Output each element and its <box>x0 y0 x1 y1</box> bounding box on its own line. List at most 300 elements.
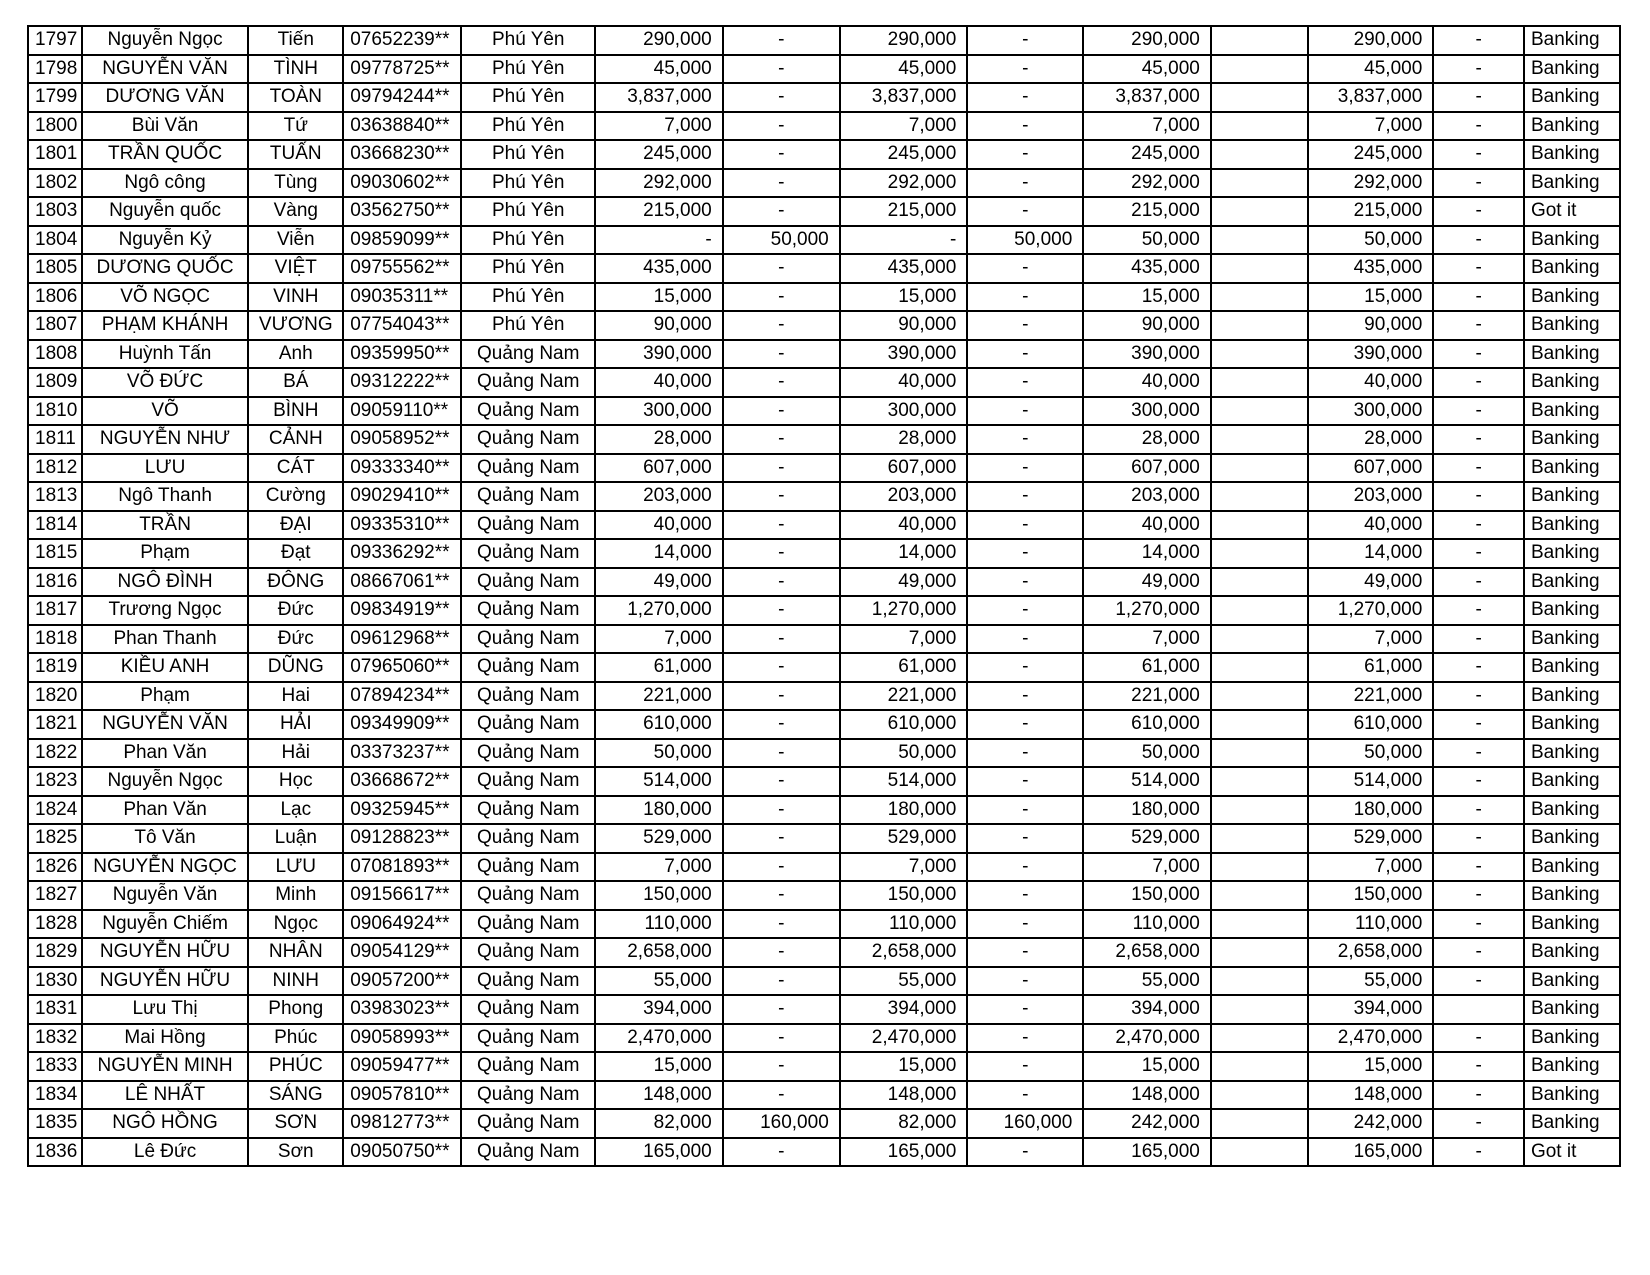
first-name-cell: BÌNH <box>248 397 343 426</box>
row-number-cell: 1819 <box>28 653 82 682</box>
row-number-cell: 1835 <box>28 1109 82 1138</box>
amount-5-cell: 45,000 <box>1083 55 1211 84</box>
amount-7-cell: 394,000 <box>1308 995 1433 1024</box>
first-name-cell: TOÀN <box>248 83 343 112</box>
amount-1-cell: 110,000 <box>595 910 723 939</box>
amount-5-cell: 290,000 <box>1083 26 1211 55</box>
province-cell: Quảng Nam <box>461 1052 595 1081</box>
last-name-cell: Nguyễn Ngọc <box>82 767 249 796</box>
payment-method-cell: Banking <box>1524 710 1620 739</box>
amount-1-cell: 82,000 <box>595 1109 723 1138</box>
row-number-cell: 1834 <box>28 1081 82 1110</box>
province-cell: Quảng Nam <box>461 1109 595 1138</box>
province-cell: Quảng Nam <box>461 368 595 397</box>
amount-5-cell: 390,000 <box>1083 340 1211 369</box>
table-row <box>28 568 1620 597</box>
amount-8-cell: - <box>1433 397 1524 426</box>
payment-method-cell: Banking <box>1524 169 1620 198</box>
amount-3-cell: 3,837,000 <box>840 83 968 112</box>
amount-5-cell: 110,000 <box>1083 910 1211 939</box>
row-number-cell: 1802 <box>28 169 82 198</box>
first-name-cell: Vàng <box>248 197 343 226</box>
table-row <box>28 653 1620 682</box>
first-name-cell: Hai <box>248 682 343 711</box>
amount-4-cell: - <box>967 653 1083 682</box>
last-name-cell: Ngô công <box>82 169 249 198</box>
first-name-cell: SÁNG <box>248 1081 343 1110</box>
row-number-cell: 1829 <box>28 938 82 967</box>
amount-4-cell: - <box>967 482 1083 511</box>
amount-7-cell: 607,000 <box>1308 454 1433 483</box>
first-name-cell: Đức <box>248 625 343 654</box>
amount-7-cell: 203,000 <box>1308 482 1433 511</box>
table-row <box>28 254 1620 283</box>
amount-6-cell <box>1211 682 1308 711</box>
amount-4-cell: - <box>967 1024 1083 1053</box>
amount-3-cell: 7,000 <box>840 853 968 882</box>
amount-1-cell: 7,000 <box>595 853 723 882</box>
amount-3-cell: 110,000 <box>840 910 968 939</box>
amount-7-cell: 3,837,000 <box>1308 83 1433 112</box>
amount-8-cell: - <box>1433 283 1524 312</box>
amount-1-cell: 165,000 <box>595 1138 723 1167</box>
table-row <box>28 796 1620 825</box>
amount-3-cell: 50,000 <box>840 739 968 768</box>
amount-6-cell <box>1211 55 1308 84</box>
amount-6-cell <box>1211 1081 1308 1110</box>
phone-cell: 09859099** <box>343 226 461 255</box>
last-name-cell: NGUYỄN HỮU <box>82 967 249 996</box>
amount-2-cell: - <box>723 511 840 540</box>
amount-5-cell: 529,000 <box>1083 824 1211 853</box>
amount-1-cell: 514,000 <box>595 767 723 796</box>
amount-8-cell: - <box>1433 767 1524 796</box>
phone-cell: 09325945** <box>343 796 461 825</box>
first-name-cell: Anh <box>248 340 343 369</box>
province-cell: Quảng Nam <box>461 625 595 654</box>
amount-5-cell: 394,000 <box>1083 995 1211 1024</box>
phone-cell: 09029410** <box>343 482 461 511</box>
amount-4-cell: - <box>967 739 1083 768</box>
amount-2-cell: - <box>723 83 840 112</box>
row-number-cell: 1821 <box>28 710 82 739</box>
province-cell: Quảng Nam <box>461 796 595 825</box>
first-name-cell: TUẤN <box>248 140 343 169</box>
amount-4-cell: 50,000 <box>967 226 1083 255</box>
phone-cell: 09156617** <box>343 881 461 910</box>
amount-7-cell: 165,000 <box>1308 1138 1433 1167</box>
amount-2-cell: - <box>723 425 840 454</box>
table-row <box>28 967 1620 996</box>
row-number-cell: 1798 <box>28 55 82 84</box>
table-row <box>28 311 1620 340</box>
phone-cell: 07965060** <box>343 653 461 682</box>
amount-7-cell: 28,000 <box>1308 425 1433 454</box>
payment-method-cell: Got it <box>1524 1138 1620 1167</box>
amount-1-cell: 300,000 <box>595 397 723 426</box>
phone-cell: 09336292** <box>343 539 461 568</box>
first-name-cell: Đạt <box>248 539 343 568</box>
amount-8-cell: - <box>1433 682 1524 711</box>
amount-5-cell: 300,000 <box>1083 397 1211 426</box>
phone-cell: 09058952** <box>343 425 461 454</box>
first-name-cell: Cường <box>248 482 343 511</box>
first-name-cell: Phúc <box>248 1024 343 1053</box>
table-row <box>28 340 1620 369</box>
amount-1-cell: 28,000 <box>595 425 723 454</box>
row-number-cell: 1803 <box>28 197 82 226</box>
payment-method-cell: Banking <box>1524 796 1620 825</box>
table-row <box>28 710 1620 739</box>
row-number-cell: 1806 <box>28 283 82 312</box>
amount-2-cell: - <box>723 653 840 682</box>
payment-method-cell: Banking <box>1524 739 1620 768</box>
amount-3-cell: 7,000 <box>840 625 968 654</box>
first-name-cell: Sơn <box>248 1138 343 1167</box>
amount-2-cell: - <box>723 710 840 739</box>
amount-2-cell: - <box>723 169 840 198</box>
province-cell: Quảng Nam <box>461 425 595 454</box>
amount-2-cell: - <box>723 112 840 141</box>
amount-1-cell: 61,000 <box>595 653 723 682</box>
amount-4-cell: - <box>967 454 1083 483</box>
phone-cell: 09794244** <box>343 83 461 112</box>
amount-2-cell: - <box>723 796 840 825</box>
table-row <box>28 425 1620 454</box>
last-name-cell: LÊ NHẤT <box>82 1081 249 1110</box>
last-name-cell: VÕ ĐỨC <box>82 368 249 397</box>
first-name-cell: PHÚC <box>248 1052 343 1081</box>
amount-8-cell: - <box>1433 568 1524 597</box>
amount-2-cell: - <box>723 995 840 1024</box>
amount-7-cell: 148,000 <box>1308 1081 1433 1110</box>
amount-2-cell: - <box>723 482 840 511</box>
table-row <box>28 739 1620 768</box>
first-name-cell: Học <box>248 767 343 796</box>
payment-method-cell: Banking <box>1524 368 1620 397</box>
amount-4-cell: - <box>967 824 1083 853</box>
amount-7-cell: 15,000 <box>1308 283 1433 312</box>
amount-8-cell: - <box>1433 425 1524 454</box>
amount-5-cell: 242,000 <box>1083 1109 1211 1138</box>
amount-6-cell <box>1211 368 1308 397</box>
amount-3-cell: 49,000 <box>840 568 968 597</box>
amount-6-cell <box>1211 568 1308 597</box>
payment-method-cell: Banking <box>1524 311 1620 340</box>
amount-5-cell: 150,000 <box>1083 881 1211 910</box>
payment-method-cell: Banking <box>1524 397 1620 426</box>
table-row <box>28 824 1620 853</box>
amount-4-cell: - <box>967 853 1083 882</box>
amount-4-cell: - <box>967 596 1083 625</box>
amount-4-cell: - <box>967 796 1083 825</box>
row-number-cell: 1813 <box>28 482 82 511</box>
table-row <box>28 767 1620 796</box>
amount-7-cell: 150,000 <box>1308 881 1433 910</box>
last-name-cell: Nguyễn Ngọc <box>82 26 249 55</box>
amount-5-cell: 2,658,000 <box>1083 938 1211 967</box>
phone-cell: 09812773** <box>343 1109 461 1138</box>
amount-7-cell: 300,000 <box>1308 397 1433 426</box>
amount-1-cell: 14,000 <box>595 539 723 568</box>
amount-3-cell: 514,000 <box>840 767 968 796</box>
payment-method-cell: Banking <box>1524 340 1620 369</box>
amount-8-cell: - <box>1433 967 1524 996</box>
amount-3-cell: 1,270,000 <box>840 596 968 625</box>
last-name-cell: TRẦN QUỐC <box>82 140 249 169</box>
amount-4-cell: - <box>967 397 1083 426</box>
amount-2-cell: - <box>723 824 840 853</box>
amount-2-cell: - <box>723 1024 840 1053</box>
amount-7-cell: 40,000 <box>1308 511 1433 540</box>
amount-5-cell: 61,000 <box>1083 653 1211 682</box>
row-number-cell: 1809 <box>28 368 82 397</box>
amount-5-cell: 1,270,000 <box>1083 596 1211 625</box>
province-cell: Quảng Nam <box>461 482 595 511</box>
province-cell: Quảng Nam <box>461 938 595 967</box>
amount-3-cell: 40,000 <box>840 368 968 397</box>
amount-6-cell <box>1211 26 1308 55</box>
row-number-cell: 1815 <box>28 539 82 568</box>
payment-method-cell: Banking <box>1524 938 1620 967</box>
amount-4-cell: - <box>967 1081 1083 1110</box>
amount-3-cell: 14,000 <box>840 539 968 568</box>
amount-8-cell: - <box>1433 340 1524 369</box>
amount-6-cell <box>1211 995 1308 1024</box>
province-cell: Quảng Nam <box>461 739 595 768</box>
table-row <box>28 1138 1620 1167</box>
amount-6-cell <box>1211 625 1308 654</box>
amount-5-cell: 292,000 <box>1083 169 1211 198</box>
row-number-cell: 1817 <box>28 596 82 625</box>
amount-4-cell: - <box>967 425 1083 454</box>
payment-method-cell: Banking <box>1524 425 1620 454</box>
amount-3-cell: 2,470,000 <box>840 1024 968 1053</box>
payment-method-cell: Got it <box>1524 197 1620 226</box>
last-name-cell: TRẦN <box>82 511 249 540</box>
amount-5-cell: 14,000 <box>1083 539 1211 568</box>
amount-4-cell: - <box>967 340 1083 369</box>
province-cell: Quảng Nam <box>461 1081 595 1110</box>
row-number-cell: 1808 <box>28 340 82 369</box>
amount-3-cell: 82,000 <box>840 1109 968 1138</box>
province-cell: Phú Yên <box>461 169 595 198</box>
province-cell: Quảng Nam <box>461 596 595 625</box>
amount-4-cell: - <box>967 1138 1083 1167</box>
amount-6-cell <box>1211 910 1308 939</box>
table-row <box>28 596 1620 625</box>
amount-5-cell: 610,000 <box>1083 710 1211 739</box>
amount-2-cell: - <box>723 1081 840 1110</box>
province-cell: Phú Yên <box>461 254 595 283</box>
phone-cell: 07081893** <box>343 853 461 882</box>
payment-method-cell: Banking <box>1524 511 1620 540</box>
province-cell: Quảng Nam <box>461 967 595 996</box>
province-cell: Quảng Nam <box>461 682 595 711</box>
phone-cell: 09057810** <box>343 1081 461 1110</box>
amount-4-cell: - <box>967 140 1083 169</box>
first-name-cell: BÁ <box>248 368 343 397</box>
amount-2-cell: - <box>723 254 840 283</box>
table-body <box>28 26 1620 1166</box>
province-cell: Quảng Nam <box>461 653 595 682</box>
amount-6-cell <box>1211 311 1308 340</box>
amount-1-cell: 610,000 <box>595 710 723 739</box>
phone-cell: 03668230** <box>343 140 461 169</box>
province-cell: Quảng Nam <box>461 1024 595 1053</box>
amount-6-cell <box>1211 710 1308 739</box>
first-name-cell: Tứ <box>248 112 343 141</box>
amount-3-cell: - <box>840 226 968 255</box>
amount-4-cell: - <box>967 511 1083 540</box>
amount-3-cell: 221,000 <box>840 682 968 711</box>
amount-8-cell: - <box>1433 226 1524 255</box>
amount-1-cell: 245,000 <box>595 140 723 169</box>
amount-1-cell: 529,000 <box>595 824 723 853</box>
province-cell: Phú Yên <box>461 197 595 226</box>
last-name-cell: Trương Ngọc <box>82 596 249 625</box>
first-name-cell: LƯU <box>248 853 343 882</box>
amount-6-cell <box>1211 254 1308 283</box>
amount-8-cell: - <box>1433 910 1524 939</box>
amount-8-cell: - <box>1433 1109 1524 1138</box>
amount-7-cell: 14,000 <box>1308 539 1433 568</box>
province-cell: Quảng Nam <box>461 340 595 369</box>
payment-method-cell: Banking <box>1524 995 1620 1024</box>
table-row <box>28 83 1620 112</box>
phone-cell: 09054129** <box>343 938 461 967</box>
amount-4-cell: - <box>967 682 1083 711</box>
amount-4-cell: - <box>967 995 1083 1024</box>
amount-5-cell: 435,000 <box>1083 254 1211 283</box>
payment-method-cell: Banking <box>1524 254 1620 283</box>
row-number-cell: 1799 <box>28 83 82 112</box>
amount-7-cell: 180,000 <box>1308 796 1433 825</box>
table-row <box>28 511 1620 540</box>
amount-8-cell: - <box>1433 938 1524 967</box>
amount-8-cell <box>1433 995 1524 1024</box>
amount-3-cell: 40,000 <box>840 511 968 540</box>
amount-3-cell: 28,000 <box>840 425 968 454</box>
phone-cell: 03983023** <box>343 995 461 1024</box>
amount-8-cell: - <box>1433 83 1524 112</box>
amount-1-cell: 49,000 <box>595 568 723 597</box>
amount-7-cell: 90,000 <box>1308 311 1433 340</box>
amount-6-cell <box>1211 967 1308 996</box>
last-name-cell: DƯƠNG VĂN <box>82 83 249 112</box>
amount-8-cell: - <box>1433 596 1524 625</box>
last-name-cell: Nguyễn Chiếm <box>82 910 249 939</box>
amount-4-cell: - <box>967 368 1083 397</box>
amount-5-cell: 50,000 <box>1083 739 1211 768</box>
amount-8-cell: - <box>1433 26 1524 55</box>
amount-1-cell: 2,470,000 <box>595 1024 723 1053</box>
amount-6-cell <box>1211 454 1308 483</box>
amount-4-cell: 160,000 <box>967 1109 1083 1138</box>
amount-2-cell: - <box>723 368 840 397</box>
amount-7-cell: 290,000 <box>1308 26 1433 55</box>
row-number-cell: 1804 <box>28 226 82 255</box>
province-cell: Quảng Nam <box>461 995 595 1024</box>
amount-1-cell: 45,000 <box>595 55 723 84</box>
payment-method-cell: Banking <box>1524 55 1620 84</box>
phone-cell: 09059110** <box>343 397 461 426</box>
first-name-cell: HẢI <box>248 710 343 739</box>
last-name-cell: Phan Thanh <box>82 625 249 654</box>
payment-method-cell: Banking <box>1524 910 1620 939</box>
amount-3-cell: 180,000 <box>840 796 968 825</box>
payment-method-cell: Banking <box>1524 112 1620 141</box>
amount-8-cell: - <box>1433 824 1524 853</box>
amount-1-cell: 435,000 <box>595 254 723 283</box>
amount-2-cell: - <box>723 910 840 939</box>
table-row <box>28 283 1620 312</box>
amount-7-cell: 2,470,000 <box>1308 1024 1433 1053</box>
amount-2-cell: 160,000 <box>723 1109 840 1138</box>
payment-method-cell: Banking <box>1524 568 1620 597</box>
amount-2-cell: - <box>723 853 840 882</box>
amount-6-cell <box>1211 83 1308 112</box>
amount-1-cell: 7,000 <box>595 625 723 654</box>
row-number-cell: 1814 <box>28 511 82 540</box>
phone-cell: 07754043** <box>343 311 461 340</box>
payment-method-cell: Banking <box>1524 482 1620 511</box>
first-name-cell: Ngọc <box>248 910 343 939</box>
amount-4-cell: - <box>967 767 1083 796</box>
amount-1-cell: 203,000 <box>595 482 723 511</box>
row-number-cell: 1811 <box>28 425 82 454</box>
amount-6-cell <box>1211 1138 1308 1167</box>
amount-8-cell: - <box>1433 710 1524 739</box>
row-number-cell: 1822 <box>28 739 82 768</box>
province-cell: Quảng Nam <box>461 824 595 853</box>
amount-8-cell: - <box>1433 254 1524 283</box>
amount-1-cell: 180,000 <box>595 796 723 825</box>
province-cell: Phú Yên <box>461 311 595 340</box>
amount-7-cell: 45,000 <box>1308 55 1433 84</box>
amount-8-cell: - <box>1433 881 1524 910</box>
payment-method-cell: Banking <box>1524 1024 1620 1053</box>
last-name-cell: Phan Văn <box>82 796 249 825</box>
amount-5-cell: 514,000 <box>1083 767 1211 796</box>
amount-2-cell: - <box>723 539 840 568</box>
row-number-cell: 1801 <box>28 140 82 169</box>
province-cell: Quảng Nam <box>461 767 595 796</box>
amount-1-cell: 15,000 <box>595 283 723 312</box>
payment-method-cell: Banking <box>1524 824 1620 853</box>
amount-7-cell: 50,000 <box>1308 226 1433 255</box>
row-number-cell: 1818 <box>28 625 82 654</box>
amount-1-cell: 90,000 <box>595 311 723 340</box>
table-row <box>28 539 1620 568</box>
first-name-cell: ĐẠI <box>248 511 343 540</box>
amount-4-cell: - <box>967 1052 1083 1081</box>
first-name-cell: DŨNG <box>248 653 343 682</box>
phone-cell: 09359950** <box>343 340 461 369</box>
table-row <box>28 454 1620 483</box>
last-name-cell: NGUYỄN VĂN <box>82 710 249 739</box>
row-number-cell: 1800 <box>28 112 82 141</box>
amount-8-cell: - <box>1433 197 1524 226</box>
amount-1-cell: 292,000 <box>595 169 723 198</box>
amount-1-cell: 150,000 <box>595 881 723 910</box>
amount-7-cell: 215,000 <box>1308 197 1433 226</box>
payment-method-cell: Banking <box>1524 83 1620 112</box>
amount-8-cell: - <box>1433 1024 1524 1053</box>
amount-3-cell: 610,000 <box>840 710 968 739</box>
last-name-cell: VÕ NGỌC <box>82 283 249 312</box>
province-cell: Phú Yên <box>461 55 595 84</box>
